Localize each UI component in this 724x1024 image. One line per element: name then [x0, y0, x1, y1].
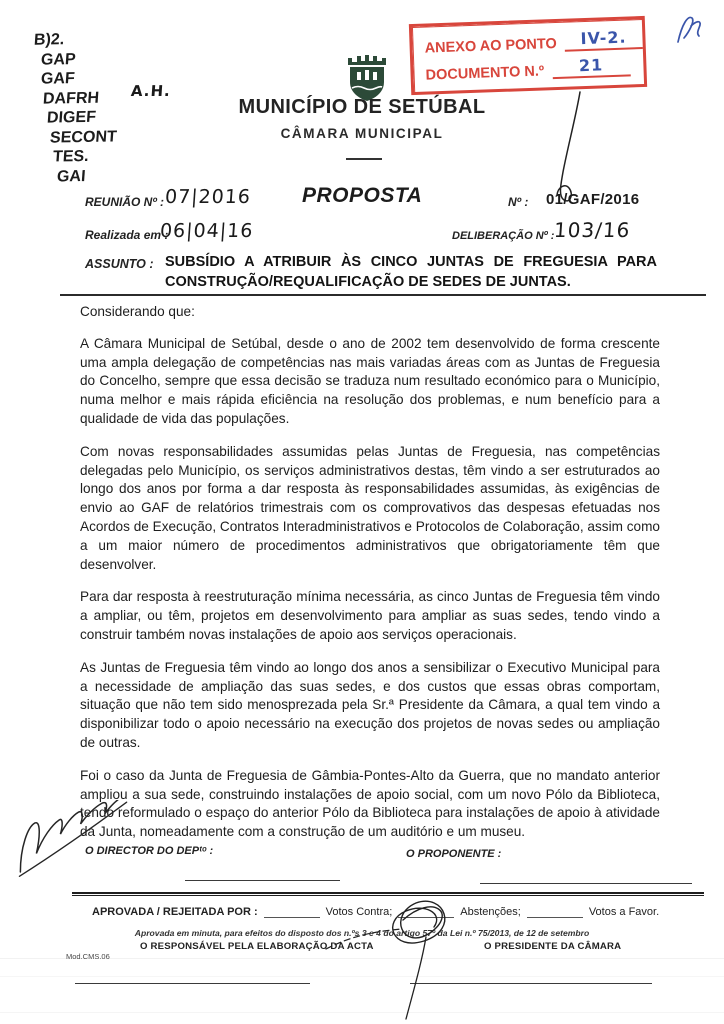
body-paragraph: Foi o caso da Junta de Freguesia de Gâmbia-Pontes-Alto da Guerra, que no mandato anterior ampliou a sua sede, construindo instalações de apoio social, com um novo Pólo da Biblioteca, tendo reformulado o espaço do anterior Pólo da Biblioteca para instalações de apoio à atividade da Junta, nomeadamente com a construção de um auditório e um museu.	[80, 767, 660, 840]
stamp-line2-value: 21	[578, 55, 604, 76]
routing-item: GAP	[40, 50, 77, 69]
handwritten-routing-list	[34, 30, 117, 186]
deliberacao-value: 103/16	[553, 218, 632, 242]
body-paragraph: As Juntas de Freguesia têm vindo ao longo dos anos a sensibilizar o Executivo Municipal para a necessidade de ampliação das suas sedes, e dos custos que essas obras comportam, situação que não tem sido menosprezada pela Sr.ª Presidente da Câmara, a qual tem vindo a disponibilizar todo o apoio necessário na execução dos projetos de novas sedes ou ampliação de outras.	[80, 659, 660, 750]
routing-item: DAFRH	[42, 89, 100, 108]
document-body	[80, 303, 660, 856]
reuniao-value: 07|2016	[164, 186, 252, 208]
body-paragraph: Com novas responsabilidades assumidas pelas Juntas de Freguesia, nas competências delegadas pelo Município, os serviços administrativos destas, têm vindo a ser estruturados ao longo dos anos por forma a dar resposta às responsabilidades assumidas, às exigências de envio ao GAF de relatórios trimestrais com os comprovativos das despesas efetuadas nos Acordos de Execução, Contratos Interadministrativos e Protocolos de Colaboração, assim como a um maior número de procedimentos administrativos que obrigatoriamente têm que desenvolver.	[80, 443, 660, 572]
abstencoes-label: Abstenções;	[460, 906, 521, 918]
director-signature-line	[185, 880, 340, 881]
acta-signature-line	[75, 983, 310, 984]
assunto-underline	[60, 294, 706, 296]
proponente-signature-line	[480, 883, 692, 884]
proponente-label: O PROPONENTE :	[406, 848, 502, 860]
body-intro: Considerando que:	[80, 304, 195, 319]
reuniao-label: REUNIÃO Nº :	[85, 195, 165, 209]
presidente-label: O PRESIDENTE DA CÂMARA	[484, 941, 622, 952]
scan-streak	[0, 976, 724, 977]
pen-scribble-icon	[318, 885, 490, 1024]
routing-item: GAF	[40, 70, 76, 88]
approval-label: APROVADA / REJEITADA POR :	[92, 906, 258, 918]
numero-label: Nº :	[508, 195, 529, 209]
routing-item: SECONT	[49, 127, 118, 147]
routing-item: GAI	[56, 167, 87, 186]
header-divider	[346, 158, 382, 160]
scan-streak	[0, 958, 724, 959]
scan-streak	[0, 1012, 724, 1013]
assunto-label: ASSUNTO :	[85, 257, 154, 271]
anexo-stamp	[409, 16, 647, 95]
approval-blank	[527, 907, 583, 918]
votos-contra-label: Votos Contra;	[325, 906, 393, 918]
body-paragraph: A Câmara Municipal de Setúbal, desde o ano de 2002 tem desenvolvido de forma crescente uma ampla delegação de competências nas mais variadas áreas com as Juntas de Freguesia do Concelho, sempre que essa decisão se traduza num resultado económico para o Município, numa melhor e mais rápida eficiência na resolução dos problemas, e num benefício para a qualidade de vida das populações.	[80, 335, 660, 426]
handwritten-initials-ah: A.H.	[130, 82, 172, 100]
assunto-text: SUBSÍDIO A ATRIBUIR ÀS CINCO JUNTAS DE FREGUESIA PARA CONSTRUÇÃO/REQUALIFICAÇÃO DE SEDES DE JUNTAS.	[165, 254, 657, 290]
model-ref: Mod.CMS.06	[66, 952, 110, 961]
body-paragraph: Para dar resposta à reestruturação mínima necessária, as cinco Juntas de Freguesia têm vindo a ampliar, ou têm, projetos em desenvolvimento para ampliar as suas sedes, tendo vindo a construir também novas instalações de apoio aos serviços operacionais.	[80, 589, 660, 642]
responsavel-acta-label: O RESPONSÁVEL PELA ELABORAÇÃO DA ACTA	[140, 941, 374, 952]
pen-signature-icon	[4, 800, 144, 878]
votos-favor-label: Votos a Favor.	[588, 906, 660, 918]
approval-blank	[264, 907, 320, 918]
routing-item: B)2.	[33, 31, 65, 49]
numero-value: 01/GAF/2016	[546, 191, 640, 208]
realizada-value: 06|04|16	[159, 220, 255, 242]
deliberacao-label: DELIBERAÇÃO Nº :	[452, 230, 555, 242]
stamp-line2-label: DOCUMENTO N.º	[425, 63, 545, 84]
director-label: O DIRECTOR DO DEPᵗᵒ :	[85, 845, 214, 857]
stamp-line1-value: IV-2.	[580, 27, 627, 49]
routing-item: TES.	[52, 147, 90, 166]
municipality-subtitle: CÂMARA MUNICIPAL	[280, 126, 444, 141]
routing-item: DIGEF	[46, 108, 97, 127]
municipality-title: MUNICÍPIO DE SETÚBAL	[238, 96, 486, 118]
realizada-label: Realizada em :	[85, 228, 169, 242]
minuta-note: Aprovada em minuta, para efeitos do disposto dos n.ºs 3 e 4 do artigo 57º da Lei n.º 75/2013, de 12 de setembro	[134, 928, 590, 938]
proposta-title: PROPOSTA	[302, 184, 423, 207]
stamp-line1-label: ANEXO AO PONTO	[424, 35, 558, 57]
blue-pen-initial-icon	[666, 10, 710, 52]
